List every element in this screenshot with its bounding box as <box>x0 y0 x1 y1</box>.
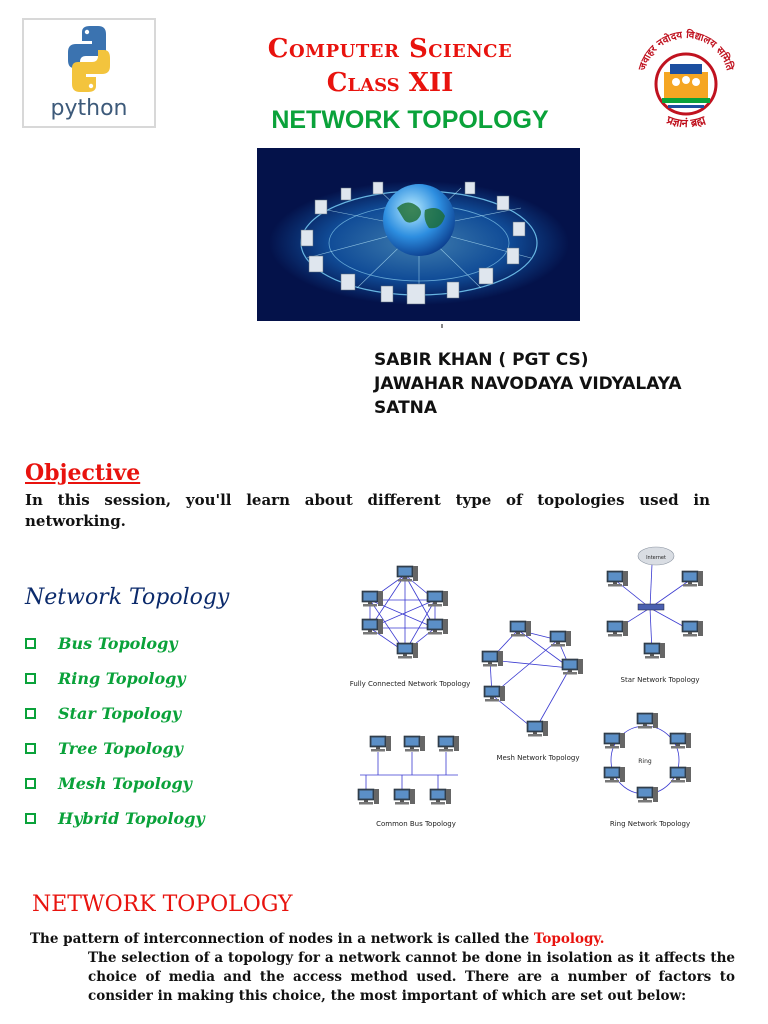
ring-center-label: Ring <box>638 758 652 765</box>
topic-title: NETWORK TOPOLOGY <box>271 106 549 134</box>
list-item-label: Bus Topology <box>58 634 178 653</box>
checkbox-bullet-icon <box>25 673 36 684</box>
definition-text: The pattern of interconnection of nodes in a network is called the <box>30 931 534 947</box>
author-block <box>374 348 682 420</box>
topology-diagram <box>340 540 740 840</box>
star-label: Star Network Topology <box>620 676 700 684</box>
topology-list <box>25 626 205 836</box>
jnv-emblem-logo <box>630 22 742 142</box>
svg-text:प्रज्ञानं ब्रह्म <box>664 113 708 130</box>
list-item-label: Ring Topology <box>58 669 186 688</box>
class-title: Class XII <box>326 68 454 98</box>
list-item <box>25 766 205 801</box>
school-location: SATNA <box>374 398 438 418</box>
checkbox-bullet-icon <box>25 813 36 824</box>
topology-keyword: Topology. <box>533 931 605 947</box>
checkbox-bullet-icon <box>25 743 36 754</box>
page-title: Computer Science <box>267 34 513 64</box>
list-item <box>25 626 205 661</box>
objective-text: In this session, you'll learn about different type of topologies used in networking. <box>25 491 710 530</box>
banner-dot <box>441 324 443 328</box>
checkbox-bullet-icon <box>25 708 36 719</box>
list-item <box>25 801 205 836</box>
author-name: SABIR KHAN ( PGT CS) <box>374 350 589 370</box>
bus-label: Common Bus Topology <box>376 820 456 828</box>
list-item-label: Star Topology <box>58 704 182 723</box>
python-logo <box>22 18 156 128</box>
list-item-label: Mesh Topology <box>58 774 192 793</box>
internet-label: Internet <box>646 555 666 561</box>
objective-heading: Objective <box>25 460 141 486</box>
list-item-label: Hybrid Topology <box>58 809 205 828</box>
mesh-label: Mesh Network Topology <box>496 754 580 762</box>
jnv-bottom-text: प्रज्ञानं ब्रह्म <box>664 113 708 131</box>
paragraph-selection: The selection of a topology for a network cannot be done in isolation as it affects the choice of media and the access method used. There are a number of factors to consider in making this choice, the most important of which are set out below: <box>88 950 735 1004</box>
list-item <box>25 661 205 696</box>
network-topology-heading: Network Topology <box>25 585 230 610</box>
list-item <box>25 731 205 766</box>
checkbox-bullet-icon <box>25 638 36 649</box>
list-item-label: Tree Topology <box>58 739 183 758</box>
checkbox-bullet-icon <box>25 778 36 789</box>
section-heading: NETWORK TOPOLOGY <box>32 892 293 917</box>
jnv-top-text: जवाहर नवोदय विद्यालय समिति <box>637 29 735 72</box>
ring-label: Ring Network Topology <box>609 820 691 828</box>
python-logo-text: python <box>50 96 128 121</box>
fully-connected-label: Fully Connected Network Topology <box>349 680 471 688</box>
school-name: JAWAHAR NAVODAYA VIDYALAYA <box>374 374 682 394</box>
paragraph-definition <box>30 930 735 949</box>
list-item <box>25 696 205 731</box>
section-body <box>30 930 735 1006</box>
python-snake-icon <box>24 24 154 96</box>
network-globe-image <box>257 148 580 321</box>
